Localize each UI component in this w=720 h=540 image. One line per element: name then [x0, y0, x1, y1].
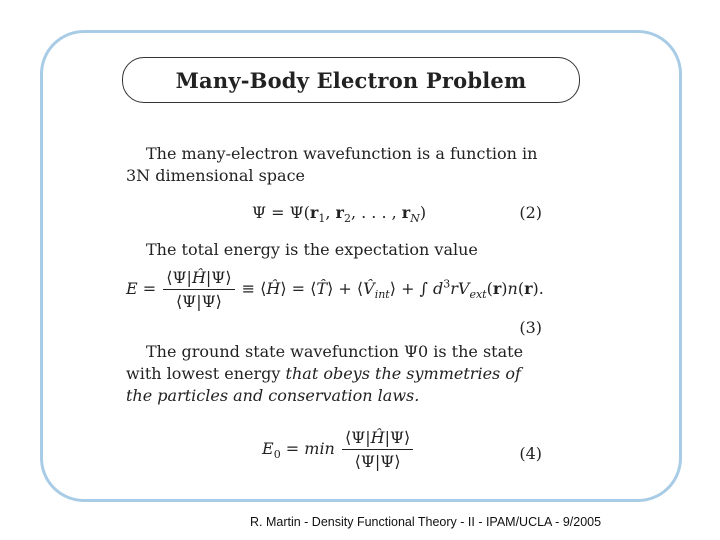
equation-4-number: (4) [519, 444, 542, 463]
equation-2: $\Psi = \Psi(r_1$, $r_2$, . . . , $r_N$) [252, 203, 427, 226]
paragraph-3 [126, 341, 546, 407]
min-energy-fraction: $\frac{⟨\Psi|Ĥ|\Psi⟩}{⟨\Psi|\Psi⟩}$ [342, 428, 413, 471]
paragraph-1-text: The many-electron wavefunction is a function in 3N dimensional space [126, 144, 538, 185]
energy-fraction: $\frac{⟨\Psi|Ĥ|\Psi⟩}{⟨\Psi|\Psi⟩}$ [163, 268, 234, 311]
footer-citation: R. Martin - Density Functional Theory - II - IPAM/UCLA - 9/2005 [250, 515, 602, 529]
equation-2-number: (2) [519, 203, 542, 222]
paragraph-3-italic-text: that obeys the symmetries of the particles and conservation laws. [126, 364, 521, 405]
equation-3: E = $\frac{⟨\Psi|Ĥ|\Psi⟩}{⟨\Psi|\Psi⟩}$ ≡ ⟨Ĥ⟩ = ⟨T̂⟩ + $⟨V̂_{int}⟩$ + ∫ $d^3rV_{ext}(r)n(r)$. [126, 268, 544, 311]
paragraph-2-text: The total energy is the expectation value [146, 240, 478, 259]
slide-title: Many-Body Electron Problem [175, 67, 527, 93]
equation-4: $E_0 = \min$ $\frac{⟨\Psi|Ĥ|\Psi⟩}{⟨\Psi|\Psi⟩}$ [262, 428, 415, 471]
equation-3-number: (3) [519, 318, 542, 337]
paragraph-2 [126, 239, 546, 261]
paragraph-3-text: The ground state wavefunction Ψ0 is the state with lowest energy [126, 342, 524, 383]
paragraph-1 [126, 143, 546, 187]
title-box [122, 57, 580, 103]
